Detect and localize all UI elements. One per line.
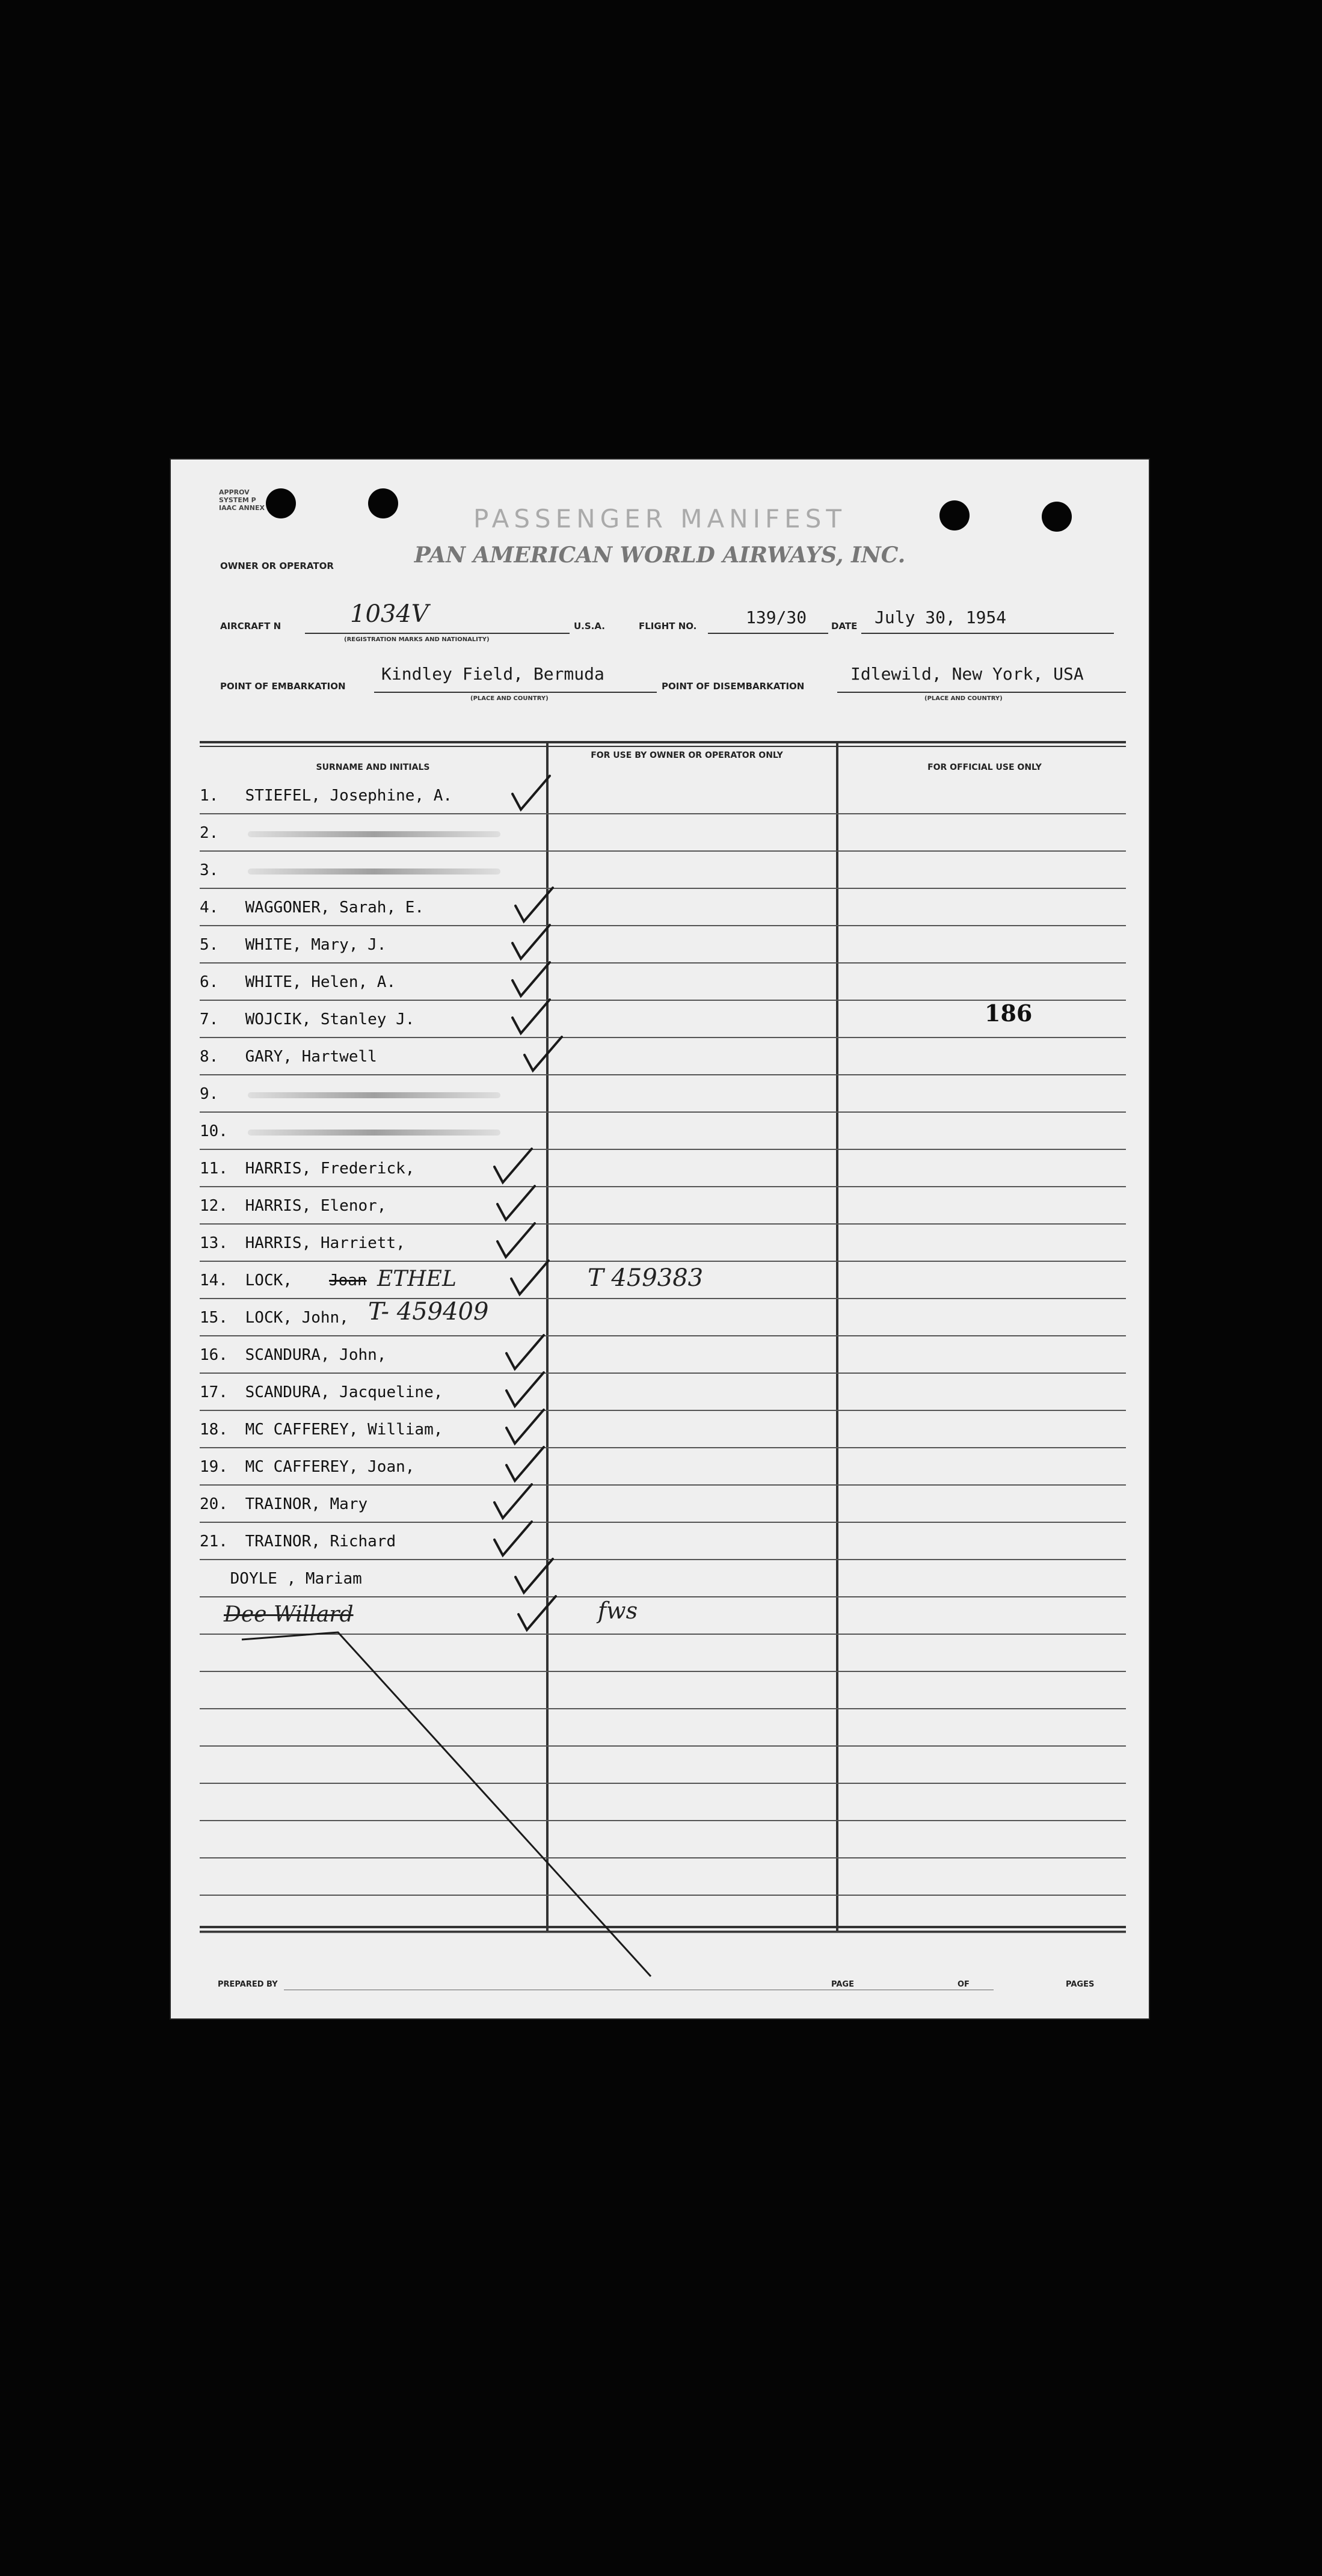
table-row [200, 1271, 292, 1290]
row-number: 14. [200, 1271, 228, 1290]
approval-line: APPROV [219, 488, 250, 496]
ticket-number: T- 459409 [368, 1298, 489, 1326]
handwritten-name: ETHEL [377, 1267, 457, 1291]
check-mark [512, 1000, 550, 1033]
check-mark [494, 1522, 532, 1555]
place-caption-2: (PLACE AND COUNTRY) [924, 695, 1003, 702]
passenger-name: MC CAFFEREY, Joan, [236, 1458, 415, 1476]
table-row [200, 973, 396, 991]
approval-line: SYSTEM P [219, 496, 256, 504]
table-row [221, 1570, 362, 1588]
airline-name: PAN AMERICAN WORLD AIRWAYS, INC. [414, 543, 906, 568]
flight-label: FLIGHT NO. [639, 621, 697, 632]
row-number: 19. [200, 1458, 228, 1476]
page-label: PAGE [831, 1980, 854, 1989]
row-number: 7. [200, 1010, 219, 1028]
embark-value: Kindley Field, Bermuda [381, 664, 604, 684]
aircraft-value: 1034V [350, 600, 429, 628]
registration-caption: (REGISTRATION MARKS AND NATIONALITY) [344, 636, 490, 643]
passenger-name: DOYLE , Mariam [221, 1570, 362, 1588]
approval-line: IAAC ANNEX [219, 504, 265, 512]
handwritten-initials: fws [598, 1597, 638, 1624]
table-row [200, 1085, 236, 1103]
passenger-name: HARRIS, Frederick, [236, 1160, 415, 1178]
table-row [200, 1458, 414, 1476]
check-mark [518, 1596, 556, 1630]
row-number: 8. [200, 1048, 219, 1066]
table-row [200, 787, 452, 805]
row-number: 4. [200, 899, 219, 917]
table-row [200, 1197, 386, 1215]
row-number: 18. [200, 1421, 228, 1439]
date-value: July 30, 1954 [875, 607, 1007, 627]
row-number: 12. [200, 1197, 228, 1215]
check-mark [497, 1223, 535, 1257]
erased-entry [248, 831, 500, 837]
table-row [200, 1309, 349, 1327]
table-row [200, 1383, 443, 1401]
pages-label: PAGES [1066, 1980, 1095, 1989]
of-label: OF [958, 1980, 970, 1989]
table-row [200, 824, 236, 842]
row-number: 20. [200, 1495, 228, 1513]
row-number: 5. [200, 936, 219, 954]
embark-label: POINT OF EMBARKATION [220, 681, 346, 692]
erased-entry [248, 1130, 500, 1136]
passenger-name: WAGGONER, Sarah, E. [236, 899, 425, 917]
passenger-name: WHITE, Mary, J. [236, 936, 387, 954]
passenger-name: WHITE, Helen, A. [236, 973, 396, 991]
passenger-name: STIEFEL, Josephine, A. [236, 787, 453, 805]
check-mark [506, 1335, 544, 1369]
table-row [200, 899, 424, 917]
table-row [200, 1532, 396, 1551]
check-mark [506, 1373, 544, 1406]
page-title: PASSENGER MANIFEST [473, 504, 847, 533]
place-caption: (PLACE AND COUNTRY) [470, 695, 549, 702]
row-number: 16. [200, 1346, 228, 1364]
check-mark [511, 1261, 549, 1294]
aircraft-label: AIRCRAFT N [220, 621, 281, 632]
owner-label: OWNER OR OPERATOR [220, 561, 334, 571]
usa-label: U.S.A. [574, 621, 605, 632]
passenger-name: LOCK, John, [236, 1309, 349, 1327]
check-mark [506, 1447, 544, 1481]
check-mark [494, 1484, 532, 1518]
check-mark [506, 1410, 544, 1443]
table-row [200, 1421, 443, 1439]
row-number: 13. [200, 1234, 228, 1252]
passenger-name: HARRIS, Harriett, [236, 1234, 405, 1252]
passenger-name: SCANDURA, John, [236, 1346, 387, 1364]
col-owner-header: FOR USE BY OWNER OR OPERATOR ONLY [591, 751, 783, 760]
ticket-number: T 459383 [588, 1264, 704, 1292]
check-mark [515, 1559, 553, 1593]
table-row [200, 936, 386, 954]
row-number: 2. [200, 824, 219, 842]
table-row [200, 1010, 414, 1028]
passenger-name: GARY, Hartwell [236, 1048, 377, 1066]
check-mark [515, 888, 553, 921]
row-number: 15. [200, 1309, 228, 1327]
table-row [200, 1495, 367, 1513]
passenger-name: TRAINOR, Richard [236, 1532, 396, 1551]
row-number: 17. [200, 1383, 228, 1401]
date-label: DATE [831, 621, 858, 632]
official-number: 186 [985, 1000, 1033, 1027]
table-row [200, 1122, 236, 1140]
check-mark [512, 925, 550, 959]
passenger-name: HARRIS, Elenor, [236, 1197, 387, 1215]
col-surname-header: SURNAME AND INITIALS [316, 763, 430, 772]
disembark-value: Idlewild, New York, USA [850, 664, 1084, 684]
row-number: 3. [200, 861, 219, 879]
table-row [200, 1234, 405, 1252]
row-number: 11. [200, 1160, 228, 1178]
passenger-name: MC CAFFEREY, William, [236, 1421, 443, 1439]
passenger-name: WOJCIK, Stanley J. [236, 1010, 415, 1028]
struck-handwritten-entry: Dee Willard [224, 1602, 354, 1627]
row-number: 6. [200, 973, 219, 991]
erased-entry [248, 1092, 500, 1098]
disembark-label: POINT OF DISEMBARKATION [662, 681, 805, 692]
table-row [200, 1048, 377, 1066]
check-mark [512, 962, 550, 996]
erased-entry [248, 868, 500, 875]
check-mark [497, 1186, 535, 1220]
col-official-header: FOR OFFICIAL USE ONLY [927, 763, 1042, 772]
passenger-name: TRAINOR, Mary [236, 1495, 368, 1513]
passenger-name: LOCK, [236, 1271, 292, 1290]
table-row [200, 1160, 414, 1178]
row-number: 9. [200, 1085, 219, 1103]
table-row [200, 1346, 386, 1364]
row-number: 1. [200, 787, 219, 805]
struck-name: Joan [329, 1271, 367, 1290]
row-number: 21. [200, 1532, 228, 1551]
passenger-name: SCANDURA, Jacqueline, [236, 1383, 443, 1401]
table-row [200, 861, 236, 879]
cancel-diagonal-line [242, 1632, 651, 1976]
row-number: 10. [200, 1122, 228, 1140]
manifest-sheet [170, 458, 1150, 2020]
flight-value: 139/30 [746, 607, 807, 627]
prepared-by-label: PREPARED BY [218, 1980, 278, 1989]
check-mark [494, 1149, 532, 1182]
check-mark [524, 1037, 562, 1071]
check-mark [512, 776, 550, 810]
